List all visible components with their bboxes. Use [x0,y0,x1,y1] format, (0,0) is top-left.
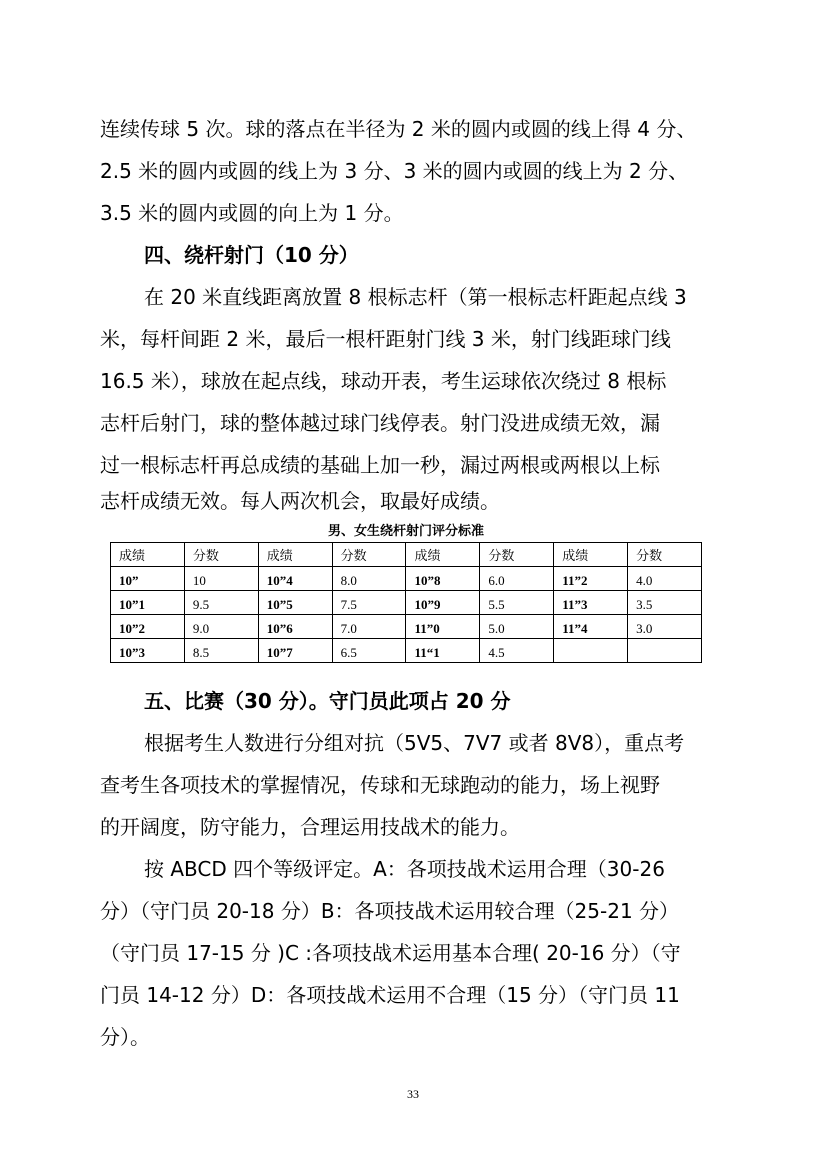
score-cell: 9.0 [184,615,258,639]
time-cell: 10”5 [258,591,332,615]
time-cell: 10”3 [111,639,185,663]
score-cell: 4.0 [628,567,702,591]
time-cell: 11“1 [406,639,480,663]
paragraph-line: 过一根标志杆再总成绩的基础上加一秒，漏过两根或两根以上标 [100,453,660,477]
scoring-table [110,542,702,663]
paragraph-line: 米，每杆间距 2 米，最后一根杆距射门线 3 米，射门线距球门线 [100,327,671,351]
paragraph-line: 按 ABCD 四个等级评定。A：各项技战术运用合理（30-26 [144,857,665,881]
score-cell: 9.5 [184,591,258,615]
time-cell: 10”2 [111,615,185,639]
score-cell: 4.5 [480,639,554,663]
paragraph-line: 根据考生人数进行分组对抗（5V5、7V7 或者 8V8），重点考 [144,731,685,755]
table-header-row [111,543,702,567]
table-header-cell: 分数 [184,543,258,567]
score-cell: 7.5 [332,591,406,615]
paragraph-line: 3.5 米的圆内或圆的向上为 1 分。 [100,201,404,225]
paragraph-line: （守门员 17-15 分 )C :各项技战术运用基本合理( 20-16 分）（守 [100,941,681,965]
table-header-cell: 成绩 [554,543,628,567]
table-caption: 男、女生绕杆射门评分标准 [327,524,484,539]
table-row [111,639,702,663]
time-cell: 10”9 [406,591,480,615]
score-cell: 3.5 [628,591,702,615]
paragraph-line: 连续传球 5 次。球的落点在半径为 2 米的圆内或圆的线上得 4 分、 [100,117,697,141]
score-cell: 8.0 [332,567,406,591]
paragraph-line: 分）（守门员 20-18 分）B：各项技战术运用较合理（25-21 分） [100,899,680,923]
time-cell: 10”4 [258,567,332,591]
table-header-cell: 成绩 [258,543,332,567]
paragraph-line: 2.5 米的圆内或圆的线上为 3 分、3 米的圆内或圆的线上为 2 分、 [100,159,689,183]
time-cell: 10” [111,567,185,591]
paragraph-line: 16.5 米），球放在起点线，球动开表，考生运球依次绕过 8 根标 [100,369,667,393]
time-cell: 10”6 [258,615,332,639]
table-row [111,567,702,591]
score-cell: 3.0 [628,615,702,639]
paragraph-line: 门员 14-12 分）D：各项技战术运用不合理（15 分）（守门员 11 [100,983,680,1007]
time-cell: 11”2 [554,567,628,591]
score-cell: 8.5 [184,639,258,663]
score-cell: 6.0 [480,567,554,591]
section-heading-4: 四、绕杆射门（10 分） [144,243,359,267]
score-cell [628,639,702,663]
paragraph-line: 在 20 米直线距离放置 8 根标志杆（第一根标志杆距起点线 3 [144,285,687,309]
time-cell: 11”4 [554,615,628,639]
score-cell: 10 [184,567,258,591]
paragraph-line: 查考生各项技术的掌握情况，传球和无球跑动的能力，场上视野 [100,773,660,797]
table-row [111,615,702,639]
time-cell: 11”0 [406,615,480,639]
time-cell [554,639,628,663]
page-number: 33 [407,1087,419,1101]
time-cell: 10”8 [406,567,480,591]
time-cell: 10”1 [111,591,185,615]
time-cell: 10”7 [258,639,332,663]
table-header-cell: 成绩 [111,543,185,567]
score-cell: 7.0 [332,615,406,639]
score-cell: 5.0 [480,615,554,639]
score-cell: 5.5 [480,591,554,615]
paragraph-line: 的开阔度，防守能力，合理运用技战术的能力。 [100,815,520,839]
paragraph-line: 分）。 [100,1025,150,1049]
table-header-cell: 分数 [332,543,406,567]
time-cell: 11”3 [554,591,628,615]
section-heading-5: 五、比赛（30 分）。守门员此项占 20 分 [144,689,511,713]
paragraph-line: 志杆后射门，球的整体越过球门线停表。射门没进成绩无效，漏 [100,411,660,435]
table-header-cell: 分数 [480,543,554,567]
paragraph-line: 志杆成绩无效。每人两次机会，取最好成绩。 [100,489,500,513]
table-header-cell: 成绩 [406,543,480,567]
table-row [111,591,702,615]
score-cell: 6.5 [332,639,406,663]
table-header-cell: 分数 [628,543,702,567]
